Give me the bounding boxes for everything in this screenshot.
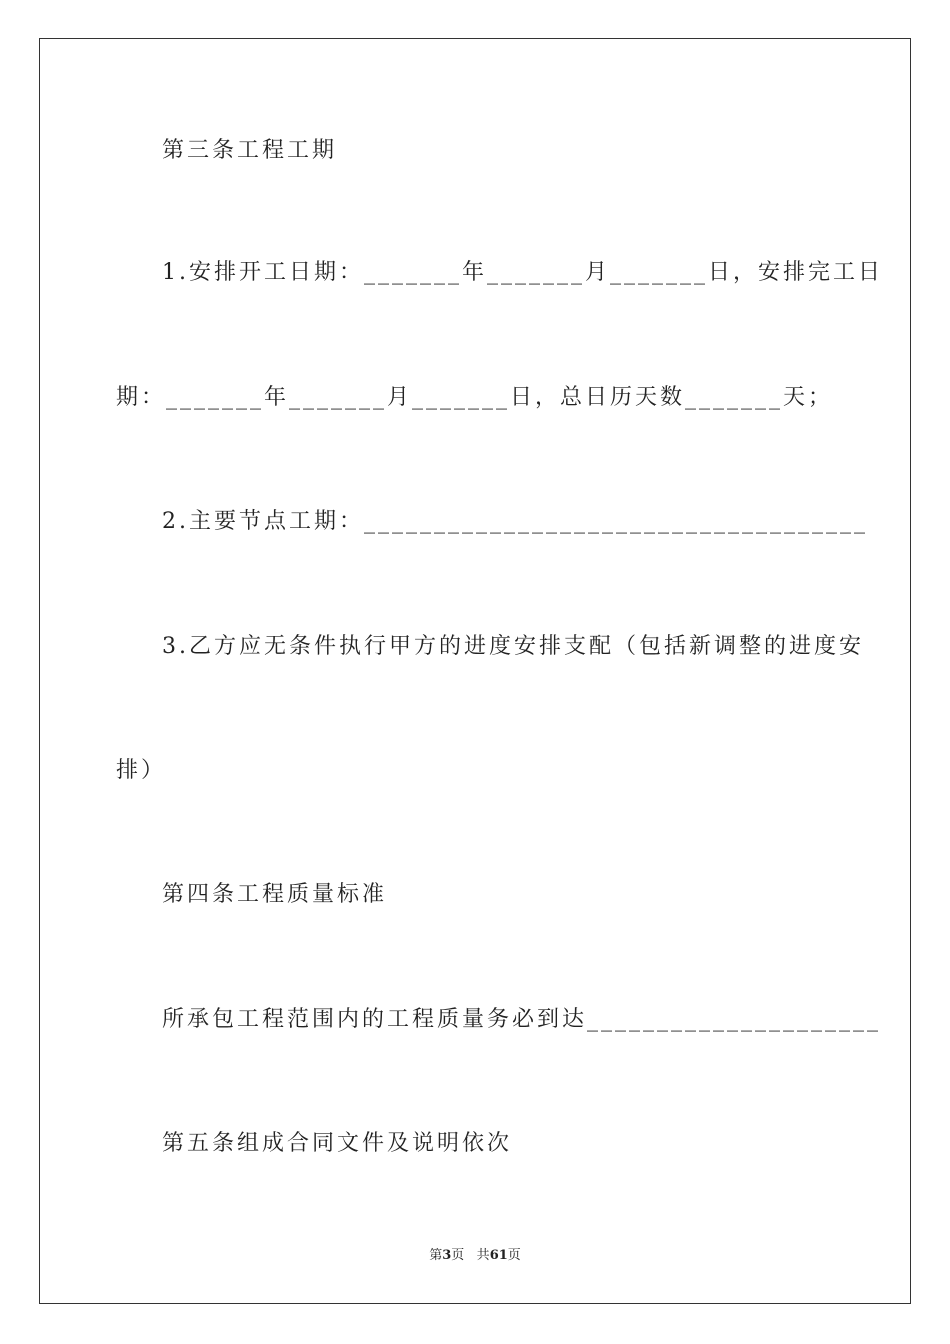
page-frame [39, 38, 911, 1304]
footer-prefix: 第 [429, 1248, 443, 1263]
footer-total-pages: 61 [489, 1248, 508, 1263]
paragraph-schedule-compliance: 3.乙方应无条件执行甲方的进度安排支配（包括新调整的进度安 [162, 634, 864, 659]
paragraph-end-date-continued: 期：_______年_______月_______日，总日历天数_______天； [116, 385, 834, 410]
paragraph-start-date: 1.安排开工日期：_______年_______月_______日，安排完工日 [162, 260, 883, 285]
page-footer [0, 1247, 950, 1265]
paragraph-quality-standard: 所承包工程范围内的工程质量务必到达_____________________ [162, 1007, 882, 1032]
paragraph-schedule-compliance-continued: 排） [116, 758, 167, 783]
heading-article-3: 第三条工程工期 [162, 138, 338, 163]
footer-page-number: 3 [442, 1248, 452, 1263]
heading-article-5: 第五条组成合同文件及说明依次 [162, 1131, 513, 1156]
footer-total-prefix: 共 [476, 1248, 490, 1263]
footer-total-suffix: 页 [507, 1248, 521, 1263]
paragraph-milestones: 2.主要节点工期：____________________________________ [162, 509, 868, 534]
heading-article-4: 第四条工程质量标准 [162, 882, 388, 907]
footer-page-suffix: 页 [451, 1248, 465, 1263]
